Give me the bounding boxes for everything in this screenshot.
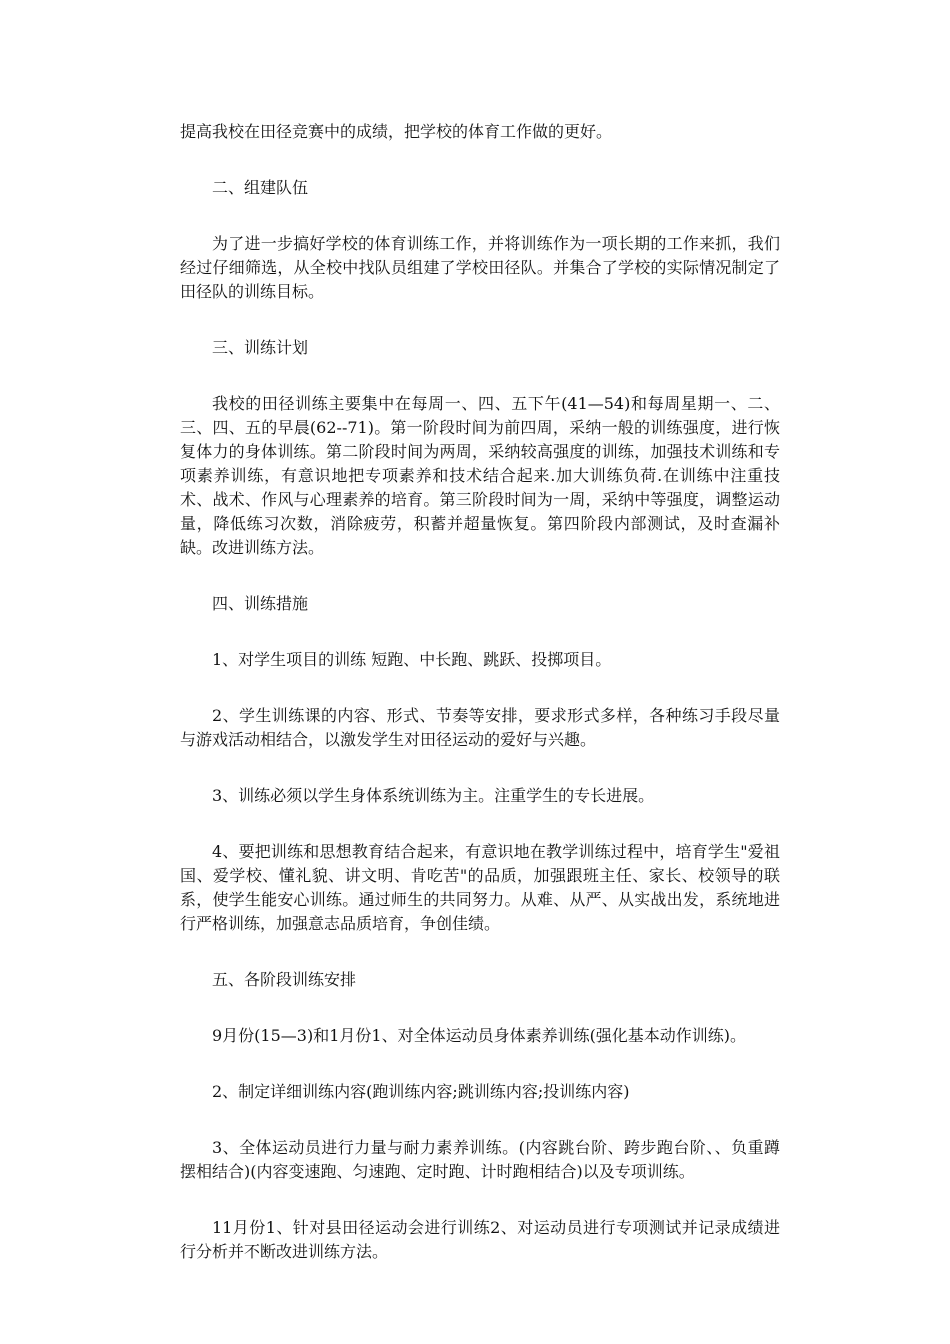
paragraph-schedule-item-2: 2、制定详细训练内容(跑训练内容;跳训练内容;投训练内容) [212,1082,630,1101]
paragraph-schedule-september: 9月份(15—3)和1月份1、对全体运动员身体素养训练(强化基本动作训练)。 [212,1026,747,1045]
paragraph-intro-continuation: 提高我校在田径竞赛中的成绩，把学校的体育工作做的更好。 [180,122,613,141]
heading-form-team: 二、组建队伍 [212,178,309,197]
paragraph-form-team: 为了进一步搞好学校的体育训练工作，并将训练作为一项长期的工作来抓，我们经过仔细筛选，从全校中找队员组建了学校田径队。并集合了学校的实际情况制定了田径队的训练目标。 [180,234,780,301]
document-body [180,120,780,1296]
paragraph-schedule-november: 11月份1、针对县田径运动会进行训练2、对运动员进行专项测试并记录成绩进行分析并不断改进训练方法。 [180,1218,780,1261]
paragraph-measure-1: 1、对学生项目的训练 短跑、中长跑、跳跃、投掷项目。 [212,650,612,669]
paragraph-measure-3: 3、训练必须以学生身体系统训练为主。注重学生的专长进展。 [212,786,655,805]
paragraph-training-plan: 我校的田径训练主要集中在每周一、四、五下午(41—54)和每周星期一、二、三、四、五的早晨(62--71)。第一阶段时间为前四周，采纳一般的训练强度，进行恢复体力的身体训练。第二阶段时间为两周，采纳较高强度的训练，加强技术训练和专项素养训练，有意识地把专项素养和技术结合起来.加大训练负荷.在训练中注重技术、战术、作风与心理素养的培育。第三阶段时间为一周，采纳中等强度，调整运动量，降低练习次数，消除疲劳，积蓄并超量恢复。第四阶段内部测试，及时查漏补缺。改进训练方法。 [180,394,780,557]
paragraph-measure-2: 2、学生训练课的内容、形式、节奏等安排，要求形式多样，各种练习手段尽量与游戏活动相结合，以激发学生对田径运动的爱好与兴趣。 [180,706,780,749]
heading-stage-schedule: 五、各阶段训练安排 [212,970,357,989]
heading-training-measures: 四、训练措施 [212,594,309,613]
heading-training-plan: 三、训练计划 [212,338,309,357]
paragraph-schedule-item-3: 3、全体运动员进行力量与耐力素养训练。(内容跳台阶、跨步跑台阶、、负重蹲摆相结合)(内容变速跑、匀速跑、定时跑、计时跑相结合)以及专项训练。 [180,1138,780,1181]
paragraph-measure-4: 4、要把训练和思想教育结合起来，有意识地在教学训练过程中，培育学生"爱祖国、爱学校、懂礼貌、讲文明、肯吃苦"的品质，加强跟班主任、家长、校领导的联系，使学生能安心训练。通过师生的共同努力。从难、从严、从实战出发，系统地进行严格训练，加强意志品质培育，争创佳绩。 [180,842,780,933]
